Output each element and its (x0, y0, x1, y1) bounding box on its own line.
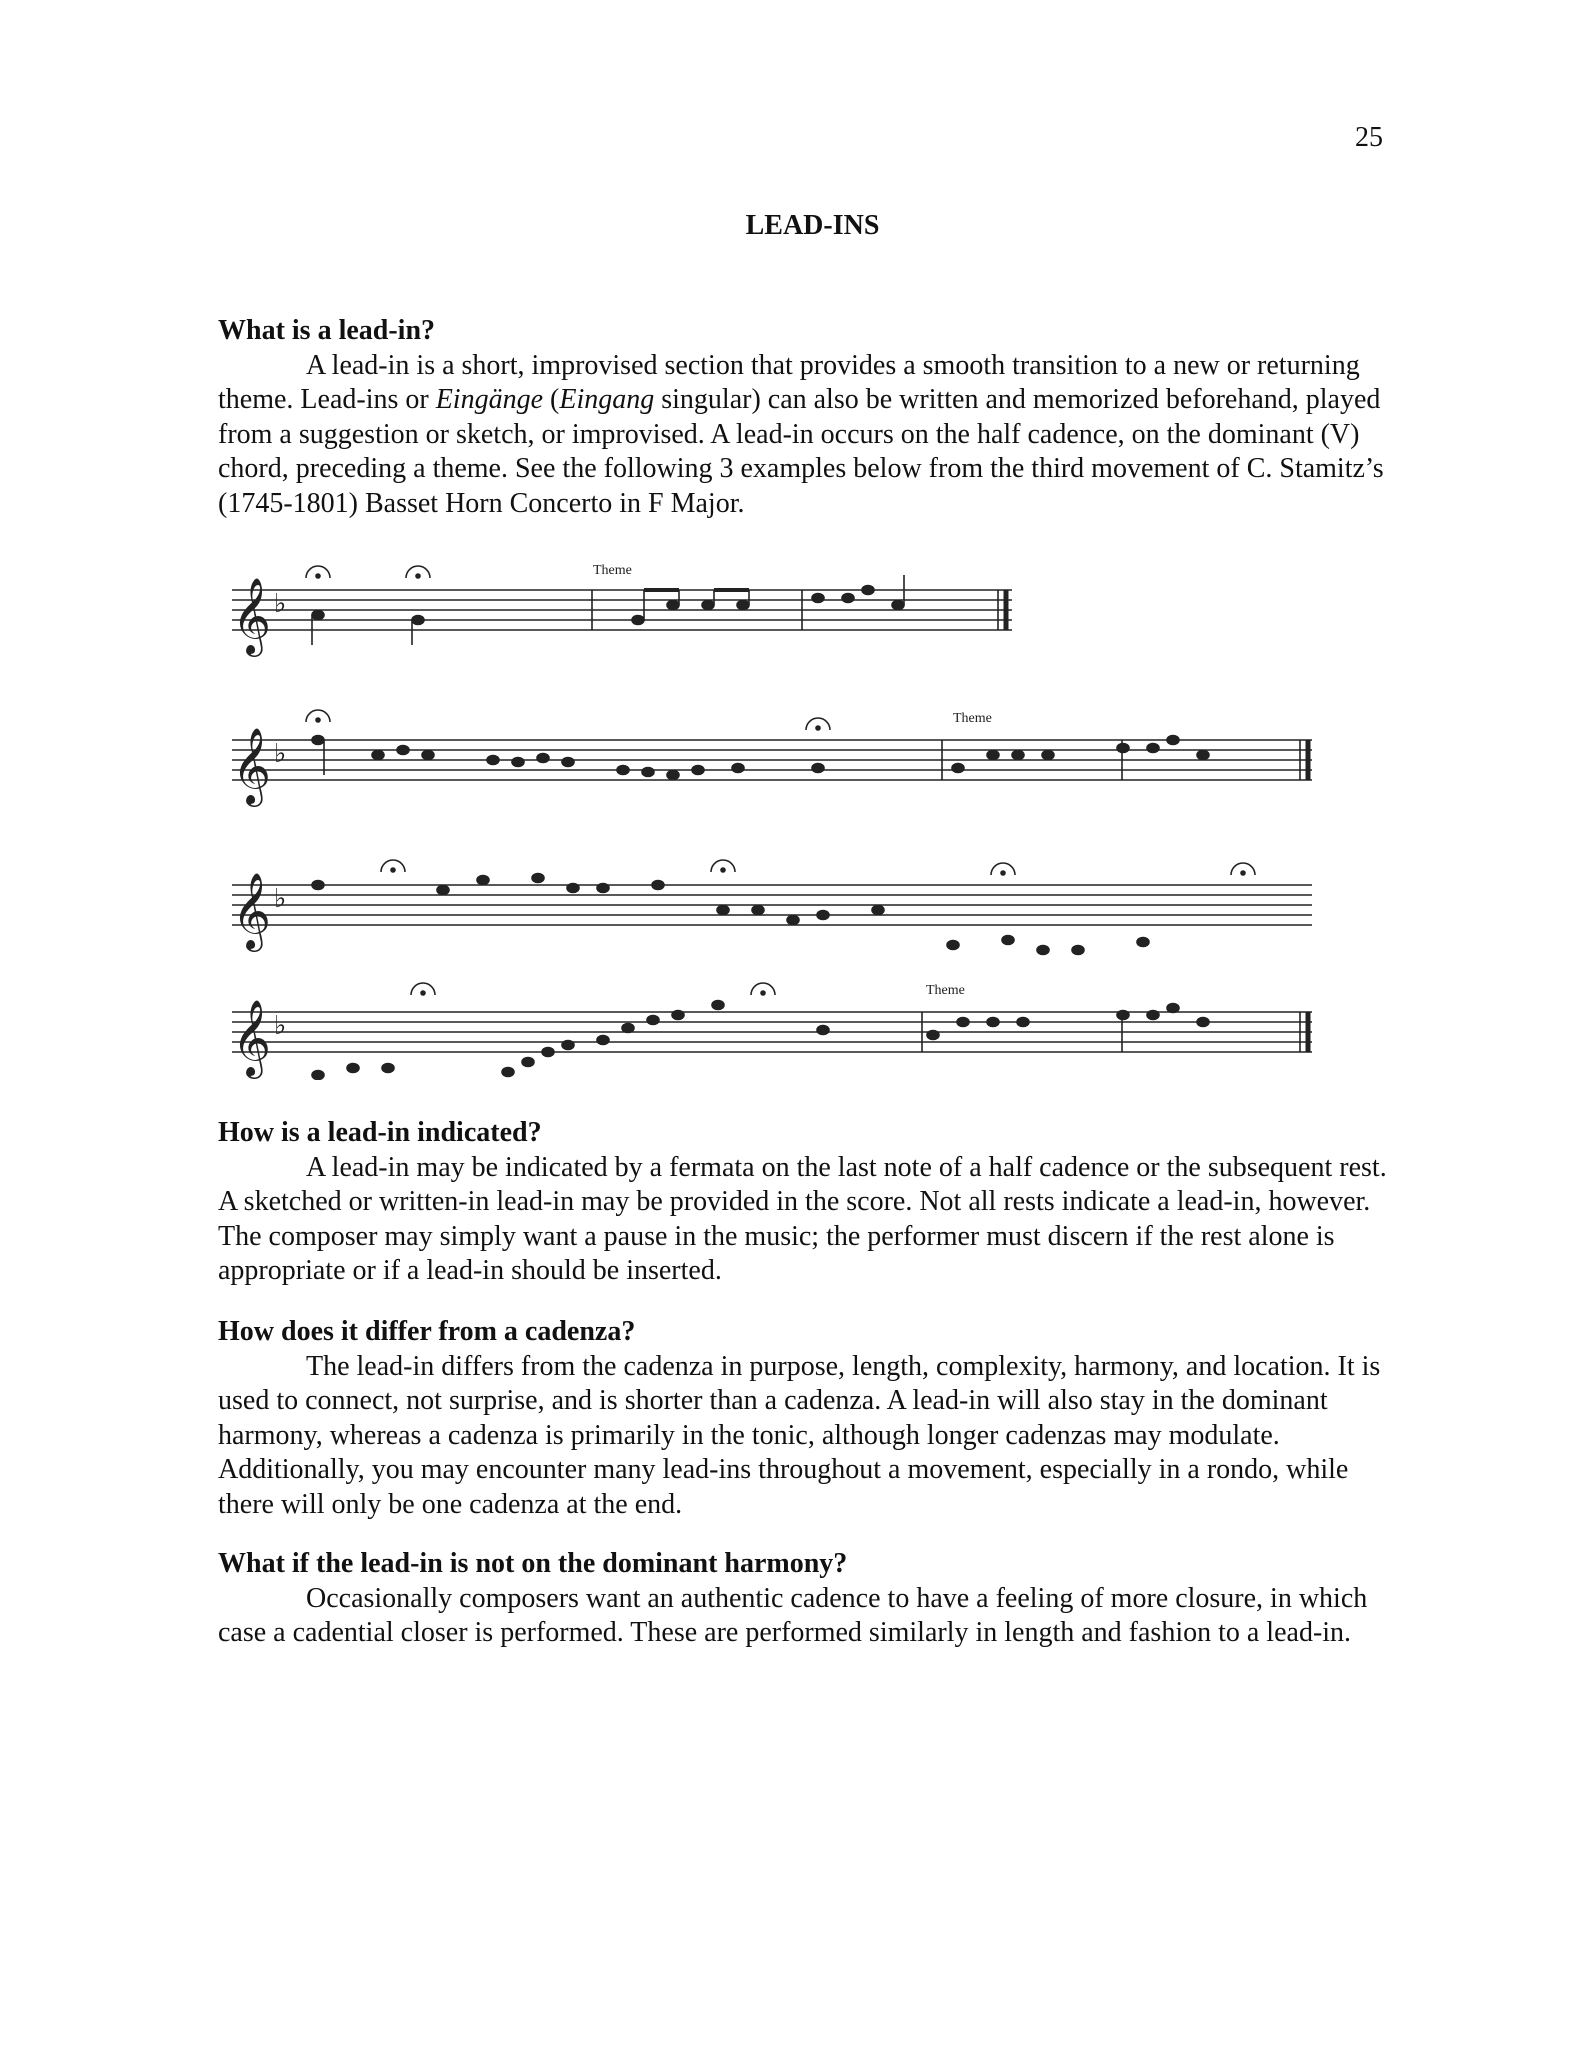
staff-1 (232, 590, 1012, 630)
treble-clef-icon: 𝄞 (232, 875, 272, 948)
section-heading: What is a lead-in? (218, 315, 436, 346)
page-title: LEAD-INS (745, 210, 880, 241)
treble-clef-icon: 𝄞 (232, 730, 272, 803)
section-not-dominant (218, 1547, 1398, 1651)
flat-icon: ♭ (274, 589, 287, 618)
theme-label: Theme (926, 983, 965, 998)
treble-clef-icon: 𝄞 (232, 1002, 272, 1075)
flat-icon: ♭ (274, 1011, 287, 1040)
section-body: Occasionally composers want an authentic cadence to have a feeling of more closure, in which case a cadential closer is performed. These are performed similarly in length and fashion to a lead-in. (218, 1582, 1368, 1648)
music-examples (218, 550, 1318, 1080)
section-what-is (218, 314, 1398, 521)
theme-label: Theme (953, 711, 992, 726)
section-heading: How does it differ from a cadenza? (218, 1316, 636, 1347)
section-body: The lead-in differs from the cadenza in purpose, length, complexity, harmony, and location. It is used to connect, not surprise, and is shorter than a cadenza. A lead-in will also stay in the dominant harmony, whereas a cadenza is primarily in the tonic, although longer cadenzas may modulate. Additionally, you may encounter many lead-ins throughout a movement, especially in a rondo, while there will only be one cadenza at the end. (218, 1350, 1381, 1520)
flat-icon: ♭ (274, 739, 287, 768)
section-how-indicated (218, 1116, 1398, 1289)
flat-icon: ♭ (274, 884, 287, 913)
page-number: 25 (1355, 122, 1383, 153)
theme-label: Theme (593, 563, 632, 578)
section-cadenza (218, 1315, 1398, 1522)
staff-3 (232, 885, 1312, 925)
section-body: A lead-in may be indicated by a fermata on the last note of a half cadence or the subsequent rest. A sketched or written-in lead-in may be provided in the score. Not all rests indicate a lead-in, however. The composer may simply want a pause in the music; the performer must discern if the rest alone is appropriate or if a lead-in should be inserted. (218, 1151, 1387, 1286)
section-heading: What if the lead-in is not on the dominant harmony? (218, 1548, 848, 1579)
section-body: A lead-in is a short, improvised section that provides a smooth transition to a new or returning theme. Lead-ins or Eingänge (Eingang singular) can also be written and memorized beforehand, played from a suggestion or sketch, or improvised. A lead-in occurs on the half cadence, on the dominant (V) chord, preceding a theme. See the following 3 examples below from the third movement of C. Stamitz’s (1745-1801) Basset Horn Concerto in F Major. (218, 349, 1384, 519)
section-heading: How is a lead-in indicated? (218, 1117, 542, 1148)
treble-clef-icon: 𝄞 (232, 580, 272, 653)
